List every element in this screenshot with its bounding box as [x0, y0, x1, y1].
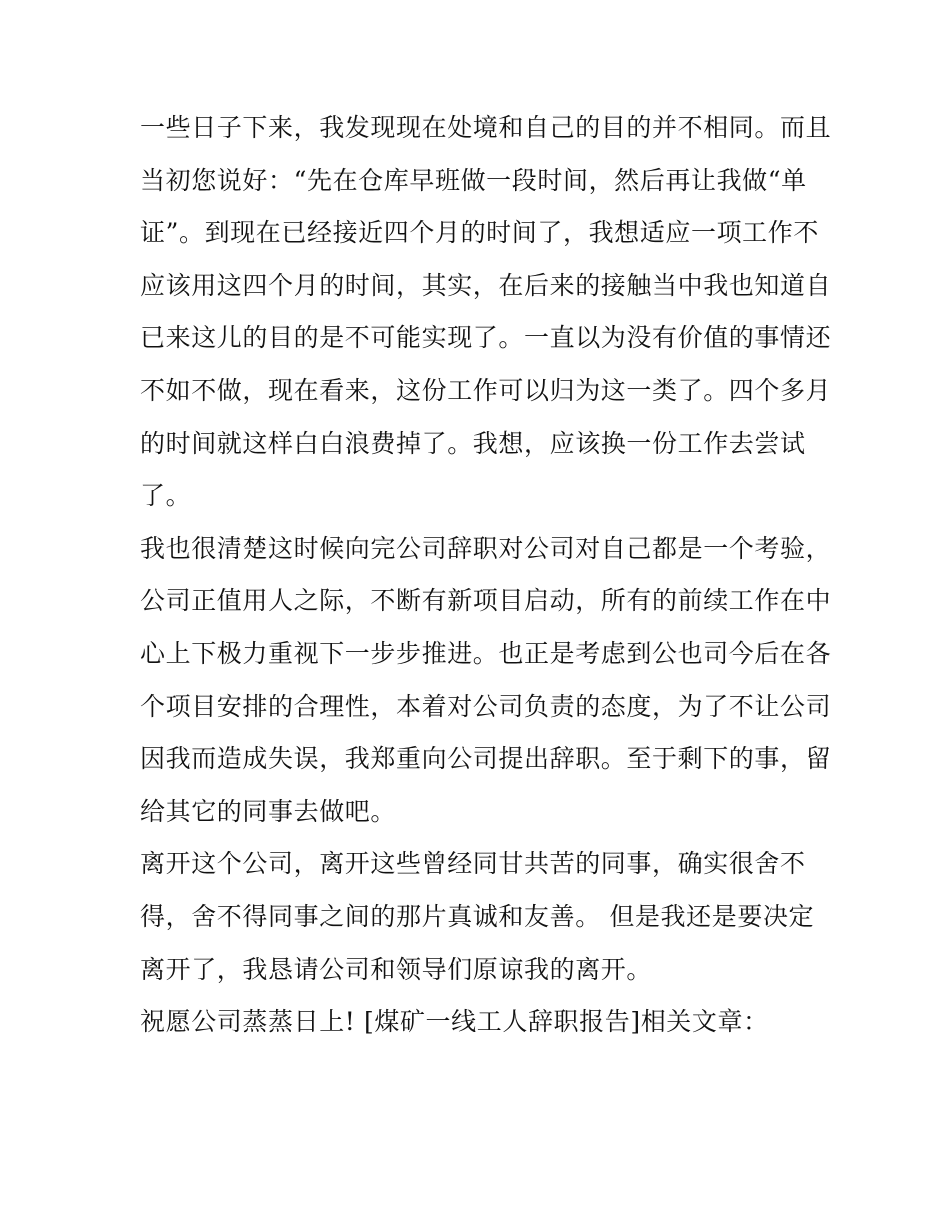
document-body — [140, 102, 832, 1049]
text-line: 已来这儿的目的是不可能实现了。一直以为没有价值的事情还 — [140, 323, 832, 353]
text-line: 给其它的同事去做吧。 — [140, 796, 397, 826]
text-line: 不如不做，现在看来，这份工作可以归为这一类了。四个多月 — [140, 375, 832, 405]
text-line: 证”。到现在已经接近四个月的时间了，我想适应一项工作不 — [140, 218, 819, 248]
text-line: 祝愿公司蒸蒸日上! [煤矿一线工人辞职报告]相关文章： — [140, 1007, 769, 1037]
text-line: 离开这个公司，离开这些曾经同甘共苦的同事，确实很舍不 — [140, 849, 806, 879]
paragraph-2 — [140, 523, 832, 839]
text-line: 心上下极力重视下一步步推进。也正是考虑到公也司今后在各 — [140, 638, 832, 668]
text-line: 得，舍不得同事之间的那片真诚和友善。 但是我还是要决定 — [140, 901, 815, 931]
text-line: 我也很清楚这时候向完公司辞职对公司对自己都是一个考验， — [140, 533, 832, 563]
text-line: 个项目安排的合理性，本着对公司负责的态度，为了不让公司 — [140, 691, 832, 721]
paragraph-4 — [140, 996, 820, 1049]
text-line: 公司正值用人之际，不断有新项目启动，所有的前续工作在中 — [140, 586, 832, 616]
text-line: 了。 — [140, 481, 192, 511]
paragraph-1 — [140, 102, 832, 523]
text-line: 应该用这四个月的时间，其实，在后来的接触当中我也知道自 — [140, 270, 832, 300]
text-line: 一些日子下来，我发现现在处境和自己的目的并不相同。而且 — [140, 113, 832, 142]
paragraph-3 — [140, 838, 820, 996]
text-line: 离开了，我恳请公司和领导们原谅我的离开。 — [140, 954, 653, 984]
text-line: 因我而造成失误，我郑重向公司提出辞职。至于剩下的事，留 — [140, 744, 832, 774]
text-line: 当初您说好：“先在仓库早班做一段时间，然后再让我做“单 — [140, 165, 807, 195]
text-line: 的时间就这样白白浪费掉了。我想，应该换一份工作去尝试 — [140, 428, 806, 458]
